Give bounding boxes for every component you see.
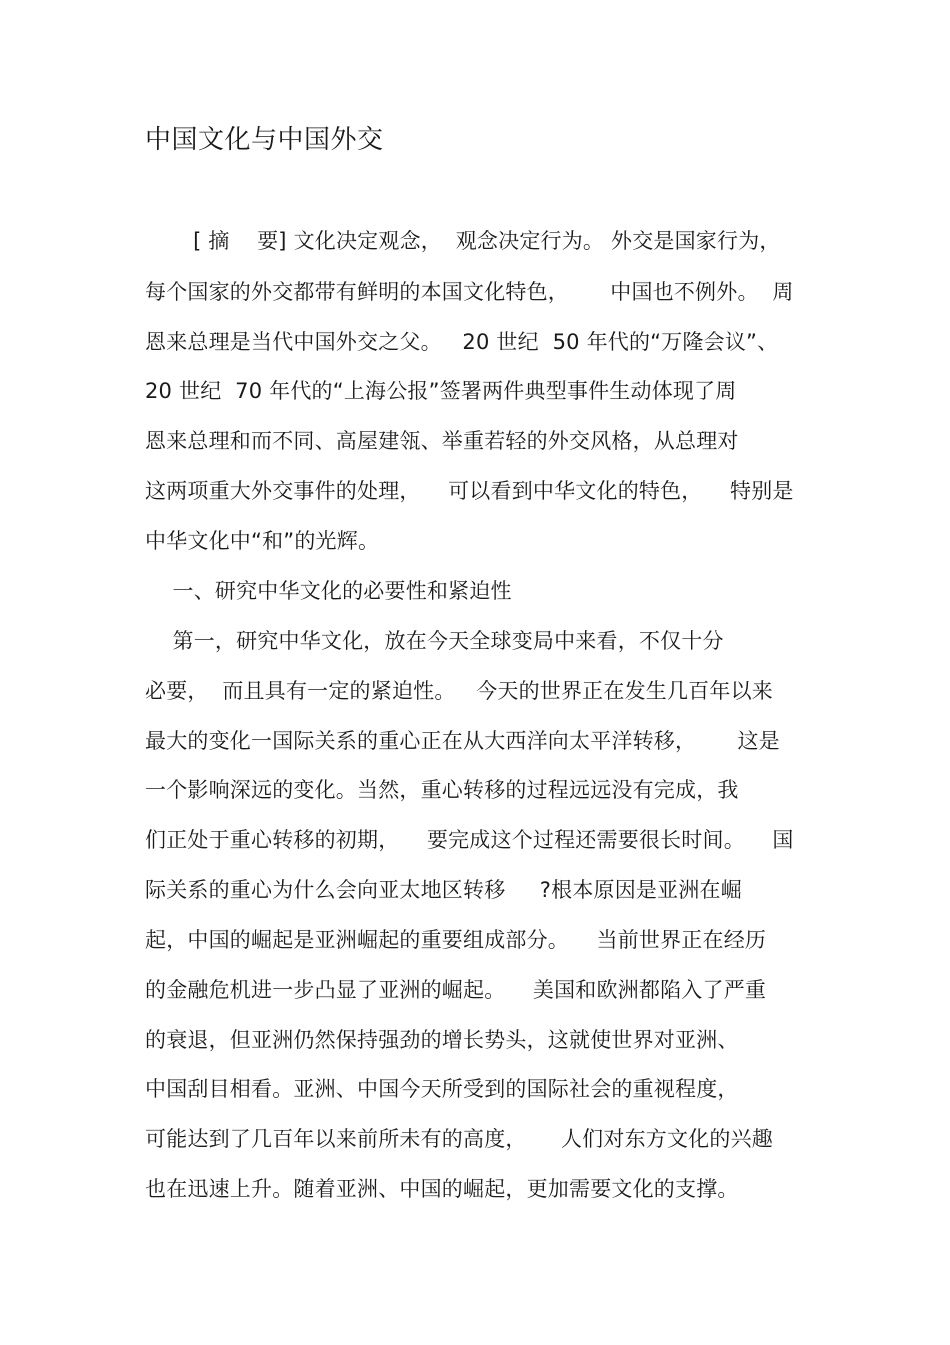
body-line-4: 一个影响深远的变化。当然，重心转移的过程远远没有完成，我 (145, 778, 739, 802)
abstract-line-5: 恩来总理和而不同、高屋建瓴、举重若轻的外交风格，从总理对 (145, 429, 739, 453)
abstract-line-2: 每个国家的外交都带有鲜明的本国文化特色， 中国也不例外。 周 (145, 280, 794, 304)
abstract-line-6: 这两项重大外交事件的处理， 可以看到中华文化的特色， 特别是 (145, 479, 794, 503)
body-line-6: 际关系的重心为什么会向亚太地区转移 ?根本原因是亚洲在崛 (145, 878, 742, 902)
body-line-11: 可能达到了几百年以来前所未有的高度， 人们对东方文化的兴趣 (145, 1127, 773, 1151)
body-line-12: 也在迅速上升。随着亚洲、中国的崛起，更加需要文化的支撑。 (145, 1177, 739, 1201)
body-line-8: 的金融危机进一步凸显了亚洲的崛起。 美国和欧洲都陷入了严重 (145, 978, 767, 1002)
section-heading: 一、研究中华文化的必要性和紧迫性 (145, 579, 512, 603)
abstract-line-1: [ 摘 要] 文化决定观念， 观念决定行为。 外交是国家行为， (145, 229, 781, 253)
body-line-3: 最大的变化一国际关系的重心正在从大西洋向太平洋转移， 这是 (145, 729, 780, 753)
abstract-line-7: 中华文化中“和”的光辉。 (145, 529, 380, 553)
document-title: 中国文化与中国外交 (145, 125, 384, 155)
body-line-2: 必要， 而且具有一定的紧迫性。 今天的世界正在发生几百年以来 (145, 679, 773, 703)
body-line-5: 们正处于重心转移的初期， 要完成这个过程还需要很长时间。 国 (145, 828, 794, 852)
body-line-9: 的衰退，但亚洲仍然保持强劲的增长势头，这就使世界对亚洲、 (145, 1028, 739, 1052)
abstract-line-3: 恩来总理是当代中国外交之父。 20 世纪 50 年代的“万隆会议”、 (145, 330, 779, 354)
body-line-10: 中国刮目相看。亚洲、中国今天所受到的国际社会的重视程度， (145, 1077, 739, 1101)
body-line-1: 第一，研究中华文化，放在今天全球变局中来看，不仅十分 (145, 629, 724, 653)
abstract-line-4: 20 世纪 70 年代的“上海公报”签署两件典型事件生动体现了周 (145, 379, 737, 403)
body-line-7: 起，中国的崛起是亚洲崛起的重要组成部分。 当前世界正在经历 (145, 928, 767, 952)
